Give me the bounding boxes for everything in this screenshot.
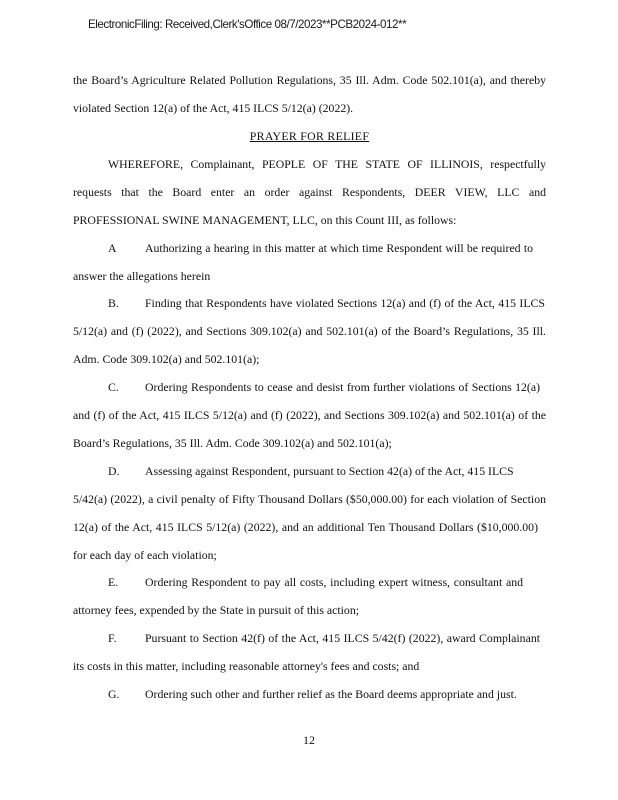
item-a-line-2: answer the allegations herein [73, 269, 211, 283]
item-a-line-1: Authorizing a hearing in this matter at which time Respondent will be required to [145, 241, 533, 255]
intro-line-2: violated Section 12(a) of the Act, 415 ILCS 5/12(a) (2022). [73, 101, 354, 115]
item-b-line-1: Finding that Respondents have violated Sections 12(a) and (f) of the Act, 415 ILCS [145, 296, 545, 310]
item-d-line-2: 5/42(a) (2022), a civil penalty of Fifty Thousand Dollars ($50,000.00) for each violation of Section [73, 492, 546, 506]
item-d-marker: D. [108, 464, 120, 478]
item-b-line-2: 5/12(a) and (f) (2022), and Sections 309.102(a) and 502.101(a) of the Board’s Regulations, 35 Ill. [73, 324, 546, 338]
item-f-line-2: its costs in this matter, including reasonable attorney's fees and costs; and [73, 659, 420, 673]
section-title [73, 129, 546, 143]
item-e-line-1: Ordering Respondent to pay all costs, including expert witness, consultant and [145, 575, 523, 589]
wherefore-line-1: WHEREFORE, Complainant, PEOPLE OF THE STATE OF ILLINOIS, respectfully [108, 157, 546, 171]
item-c-line-3: Board’s Regulations, 35 Ill. Adm. Code 309.102(a) and 502.101(a); [73, 436, 392, 450]
item-c-line-1: Ordering Respondents to cease and desist from further violations of Sections 12(a) [145, 380, 540, 394]
item-b-marker: B. [108, 296, 119, 310]
item-c-line-2: and (f) of the Act, 415 ILCS 5/12(a) and (f) (2022), and Sections 309.102(a) and 502.101(a) of the [73, 408, 546, 422]
item-e-marker: E. [108, 575, 119, 589]
item-a-marker: A [108, 241, 117, 255]
item-d-line-3: 12(a) of the Act, 415 ILCS 5/12(a) (2022), and an additional Ten Thousand Dollars ($10,000.00) [73, 520, 538, 534]
item-g-marker: G. [108, 687, 120, 701]
item-d-line-4: for each day of each violation; [73, 548, 217, 562]
page-number: 12 [303, 733, 315, 747]
filing-stamp-header: ElectronicFiling: Received,Clerk'sOffice 08/7/2023**PCB2024-012** [88, 18, 407, 31]
item-b-line-3: Adm. Code 309.102(a) and 502.101(a); [73, 352, 260, 366]
item-e-line-2: attorney fees, expended by the State in pursuit of this action; [73, 603, 359, 617]
wherefore-line-2: requests that the Board enter an order against Respondents, DEER VIEW, LLC and [73, 185, 546, 199]
section-title-text: PRAYER FOR RELIEF [249, 129, 370, 143]
wherefore-line-3: PROFESSIONAL SWINE MANAGEMENT, LLC, on this Count III, as follows: [73, 213, 457, 227]
item-f-line-1: Pursuant to Section 42(f) of the Act, 415 ILCS 5/42(f) (2022), award Complainant [145, 631, 540, 645]
intro-line-1: the Board’s Agriculture Related Pollution Regulations, 35 Ill. Adm. Code 502.101(a), and thereby [73, 73, 546, 87]
item-c-marker: C. [108, 380, 119, 394]
item-f-marker: F. [108, 631, 117, 645]
item-d-line-1: Assessing against Respondent, pursuant to Section 42(a) of the Act, 415 ILCS [145, 464, 514, 478]
item-g-line-1: Ordering such other and further relief as the Board deems appropriate and just. [145, 687, 517, 701]
